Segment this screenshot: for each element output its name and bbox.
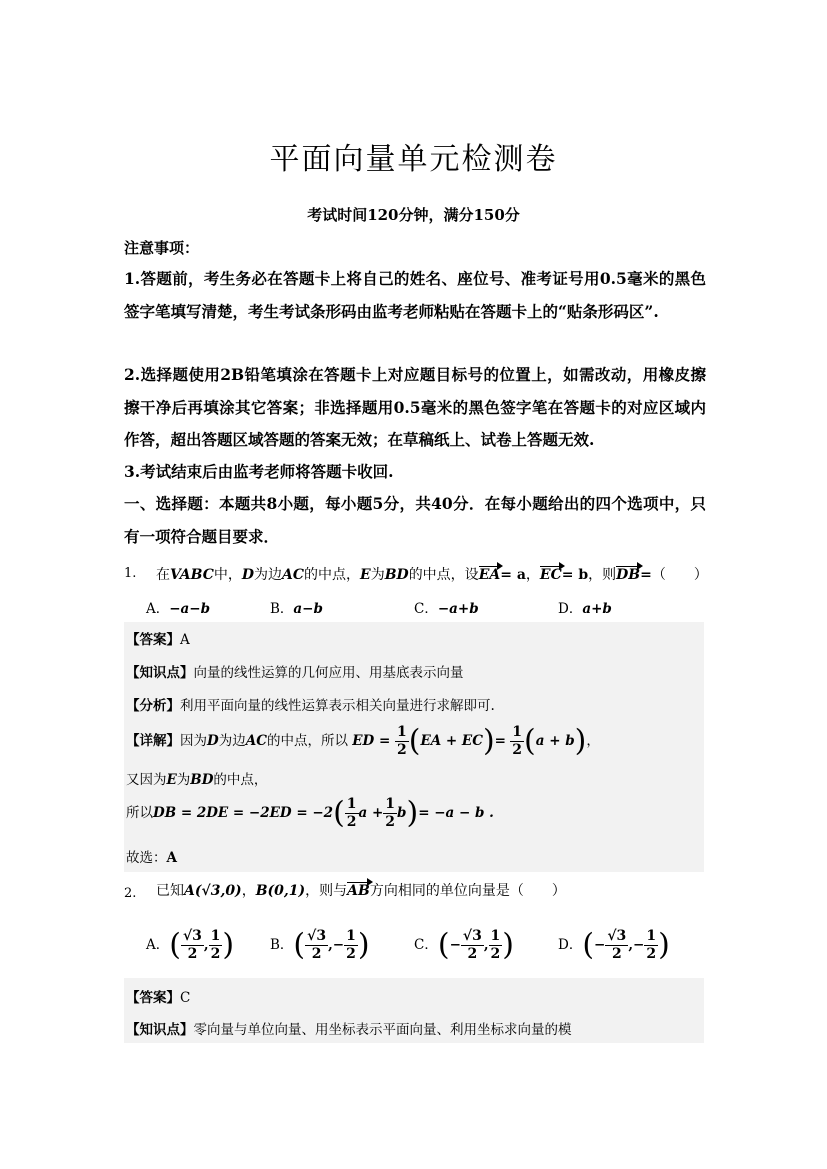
point-e: E xyxy=(360,567,371,583)
q1-text: 中， xyxy=(213,567,242,583)
paren-right: ) xyxy=(482,723,495,759)
q1-text: 的中点，设 xyxy=(408,567,479,583)
fraction-denominator: 2 xyxy=(210,946,221,962)
q2-text: ， xyxy=(241,883,256,899)
segment-bd: BD xyxy=(384,567,409,583)
formula-db: DB = 2DE = −2ED = −2 xyxy=(153,805,334,821)
fraction-numerator: 1 xyxy=(346,796,357,812)
q1-knowledge-line xyxy=(126,661,464,681)
q1-text: ， xyxy=(525,567,540,583)
equals-sign: = xyxy=(640,567,652,583)
point-e: E xyxy=(166,772,177,788)
fraction-numerator: 1 xyxy=(512,724,523,740)
q1-choose-line xyxy=(126,846,177,866)
q1-detail-line-2 xyxy=(126,768,267,788)
q1-detail-line: 【详解】因为D为边AC的中点，所以 ED = $\frac{1}{2}$ (EA + EC)= $\frac{1}{2}$ (a + b)， xyxy=(126,723,600,759)
fraction-half xyxy=(383,796,397,831)
note-item-2: 2.选择题使用2B铅笔填涂在答题卡上对应题目标号的位置上，如需改动，用橡皮擦擦干净后再填涂其它答案；非选择题用0.5毫米的黑色签字笔在答题卡的对应区域内作答，超出答题区域答题的答案无效；在草稿纸上、试卷上答题无效. xyxy=(124,365,706,449)
paren-right: ) xyxy=(406,795,419,831)
notes-heading: 注意事项： xyxy=(124,239,200,257)
formula-result: = −a − b . xyxy=(418,805,494,821)
segment-ac: AC xyxy=(245,733,267,749)
detail-text: 为边 xyxy=(218,733,246,749)
note-item-1: 1.答题前，考生务必在答题卡上将自己的姓名、座位号、准考证号用0.5毫米的黑色签字笔填写清楚，考生考试条形码由监考老师粘贴在答题卡上的“贴条形码区”. xyxy=(124,269,706,321)
point-d: D xyxy=(207,733,219,749)
q2-text: 已知 xyxy=(156,883,184,899)
fraction-numerator: 1 xyxy=(396,724,407,740)
exam-subtitle: 考试时间120分钟，满分150分 xyxy=(307,206,520,224)
choose-answer: A xyxy=(166,850,177,866)
detail-text: 为 xyxy=(176,772,191,788)
detail-tag: 【详解】 xyxy=(126,733,180,749)
fraction-denominator: 2 xyxy=(512,742,523,758)
paren-left: ( xyxy=(333,795,345,831)
vector-eq-a: = a xyxy=(500,567,526,583)
detail-text: 因为 xyxy=(180,733,207,749)
fraction-numerator: 1 xyxy=(346,928,356,944)
paren-left: ( xyxy=(408,723,421,759)
answer-tag: 【答案】 xyxy=(126,632,180,648)
fraction-denominator: 2 xyxy=(311,946,322,962)
fraction-numerator: 1 xyxy=(646,928,657,944)
option-label: C． xyxy=(414,601,438,617)
formula-term-a: a + xyxy=(358,805,384,821)
fraction-numerator: √3 xyxy=(607,928,627,944)
q1-text: ，则 xyxy=(588,567,617,583)
fraction-numerator: √3 xyxy=(307,928,327,944)
detail-text: 的中点，所以 xyxy=(266,733,348,749)
question-1-stem xyxy=(156,564,708,584)
formula-a-b: a + b xyxy=(535,733,575,749)
vector-db: DB xyxy=(616,567,641,583)
knowledge-text: 零向量与单位向量、用坐标表示平面向量、利用坐标求向量的模 xyxy=(193,1022,572,1038)
option-value: −a+b xyxy=(437,601,479,617)
q1-analysis-line xyxy=(126,694,495,714)
q2-option-a: A．( $\frac{√3}{2}$ , $\frac{1}{2}$ ) xyxy=(146,927,235,963)
option-value: a−b xyxy=(293,601,323,617)
option-label: C． xyxy=(414,937,438,953)
q2-option-d: D．(− $\frac{√3}{2}$ ,− $\frac{1}{2}$ ) xyxy=(558,927,670,963)
point-d: D xyxy=(241,567,255,583)
q1-option-a xyxy=(146,597,210,617)
formula-term-b: b xyxy=(397,805,407,821)
vector-ab: AB xyxy=(347,883,370,899)
q1-text: 在 xyxy=(156,567,170,583)
q2-answer-line xyxy=(126,986,190,1006)
option-label: A． xyxy=(146,937,170,953)
vector-ec: EC xyxy=(539,567,562,583)
q1-text: 为 xyxy=(370,567,385,583)
fraction-numerator: √3 xyxy=(182,928,202,944)
question-number-1: 1. xyxy=(124,566,137,581)
fraction-denominator: 2 xyxy=(467,946,478,962)
triangle-label: VABC xyxy=(170,567,214,583)
q2-text: ，则与 xyxy=(305,883,348,899)
note-item-3: 3.考试结束后由监考老师将答题卡收回. xyxy=(124,462,394,481)
page-title: 平面向量单元检测卷 xyxy=(269,142,558,177)
q1-option-b xyxy=(270,597,323,617)
fraction-numerator: √3 xyxy=(462,928,482,944)
segment-bd: BD xyxy=(190,772,214,788)
vector-eq-b: = b xyxy=(561,567,589,583)
fraction-denominator: 2 xyxy=(646,946,657,962)
fraction-denominator: 2 xyxy=(187,946,198,962)
detail-text: 所以 xyxy=(126,805,153,821)
fraction-denominator: 2 xyxy=(396,742,407,758)
point-b: B xyxy=(255,883,268,899)
knowledge-text: 向量的线性运算的几何应用、用基底表示向量 xyxy=(193,665,464,681)
fraction-numerator: 1 xyxy=(210,928,221,944)
minus-sign: − xyxy=(633,937,645,953)
fraction-numerator: 1 xyxy=(490,928,501,944)
segment-ac: AC xyxy=(282,567,305,583)
q1-answer-line xyxy=(126,628,190,648)
fraction-denominator: 2 xyxy=(346,814,357,830)
answer-value: C xyxy=(180,990,191,1006)
section-heading-choice: 一、选择题：本题共8小题，每小题5分，共40分．在每小题给出的四个选项中，只有一项符合题目要求． xyxy=(124,494,706,546)
q2-knowledge-line xyxy=(126,1018,572,1038)
knowledge-tag: 【知识点】 xyxy=(126,665,194,681)
analysis-tag: 【分析】 xyxy=(126,698,180,714)
answer-value: A xyxy=(180,632,190,648)
option-label: D． xyxy=(558,601,583,617)
fraction-half xyxy=(345,796,359,831)
fraction-denominator: 2 xyxy=(611,946,622,962)
q1-text: 为边 xyxy=(254,567,283,583)
q2-text: 方向相同的单位向量是（ ） xyxy=(369,883,566,899)
knowledge-tag: 【知识点】 xyxy=(126,1022,194,1038)
point-a: A xyxy=(184,883,195,899)
analysis-text: 利用平面向量的线性运算表示相关向量进行求解即可. xyxy=(180,698,495,714)
answer-tag: 【答案】 xyxy=(126,990,180,1006)
option-value: a+b xyxy=(582,601,612,617)
point-b-coord: (0,1) xyxy=(267,883,306,899)
fraction-denominator: 2 xyxy=(490,946,501,962)
q2-option-c: C．(− $\frac{√3}{2}$ , $\frac{1}{2}$ ) xyxy=(414,927,514,963)
vector-ea: EA xyxy=(478,567,501,583)
formula-ed: ED = xyxy=(352,733,395,749)
q1-option-d xyxy=(558,597,612,617)
answer-blank: （ ） xyxy=(651,567,708,583)
option-value: −a−b xyxy=(169,601,211,617)
q1-option-c xyxy=(414,597,479,617)
fraction-half xyxy=(510,724,524,759)
point-a-coord: (√3,0) xyxy=(194,883,242,899)
fraction-numerator: 1 xyxy=(385,796,396,812)
detail-text: 又因为 xyxy=(126,772,167,788)
detail-text: 的中点， xyxy=(213,772,268,788)
paren-right: ) xyxy=(574,723,587,759)
q1-text: 的中点， xyxy=(304,567,361,583)
formula-ea-ec: EA + EC xyxy=(420,733,483,749)
option-label: A． xyxy=(146,601,170,617)
fraction-half xyxy=(395,724,409,759)
q2-option-b: B．( $\frac{√3}{2}$ ,− $\frac{1}{2}$ ) xyxy=(270,927,370,963)
paren-left: ( xyxy=(524,723,536,759)
minus-sign: − xyxy=(594,937,606,953)
minus-sign: − xyxy=(332,937,345,953)
question-number-2: 2. xyxy=(124,886,137,901)
minus-sign: − xyxy=(449,937,461,953)
option-label: B． xyxy=(270,601,294,617)
fraction-denominator: 2 xyxy=(385,814,396,830)
option-label: D． xyxy=(558,937,583,953)
option-label: B． xyxy=(270,937,294,953)
fraction-denominator: 2 xyxy=(346,946,356,962)
question-2-stem xyxy=(156,880,566,900)
choose-label: 故选： xyxy=(126,850,167,866)
q1-detail-line-3 xyxy=(126,796,494,831)
